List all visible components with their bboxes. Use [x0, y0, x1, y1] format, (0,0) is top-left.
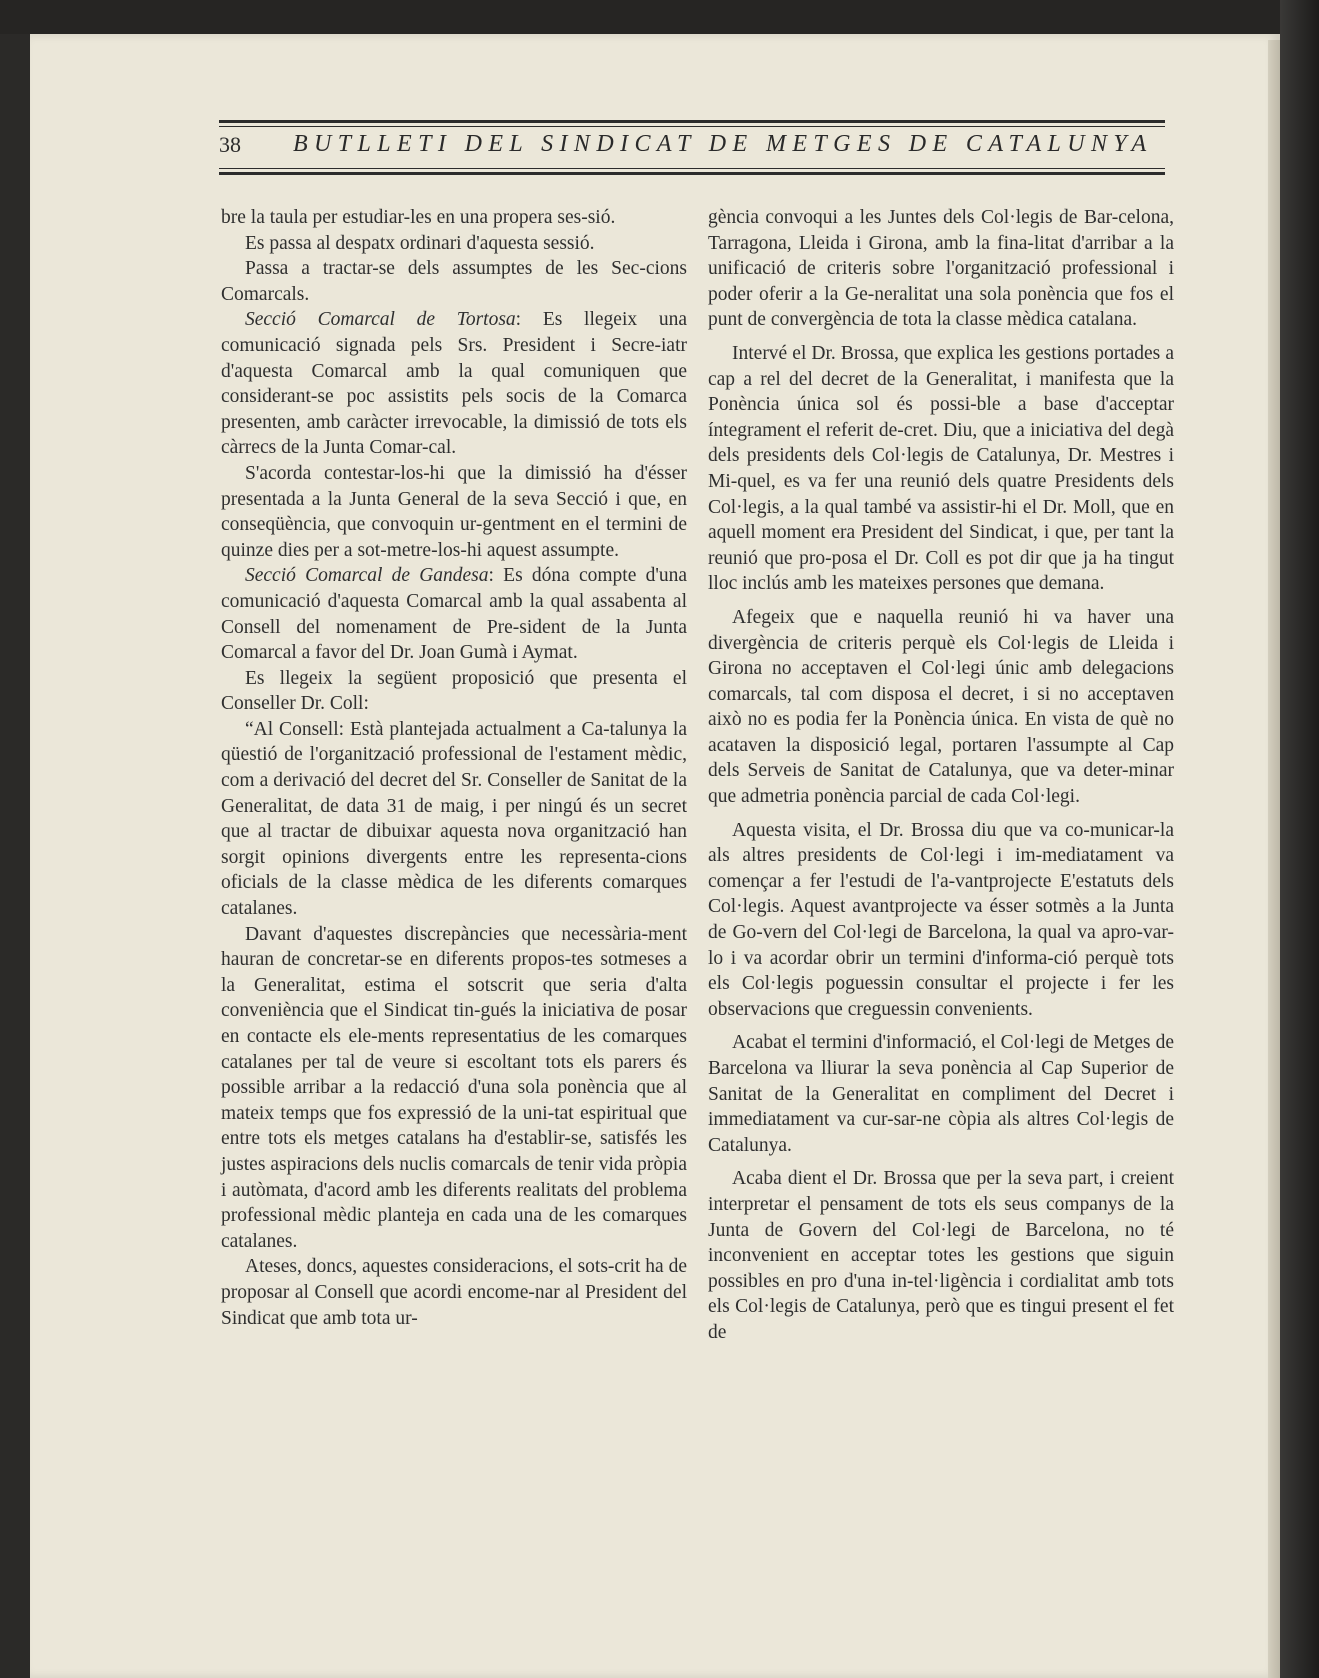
section-title: Secció Comarcal de Gandesa [245, 565, 489, 587]
paragraph: Acabat el termini d'informació, el Col·legi de Metges de Barcelona va lliurar la seva ponència al Cap Superior de Sanitat de la Generalitat en compliment del Decret i immediatament va cur-sar-ne còpia als altres Col·legis de Catalunya. [708, 1032, 1174, 1156]
section-title: Secció Comarcal de Tortosa [245, 309, 516, 331]
paragraph: S'acorda contestar-los-hi que la dimissió ha d'ésser presentada a la Junta General de la seva Secció i que, en conseqüència, que convoquin ur-gentment en el termini de quinze dies per a sot-metre-los-hi aquest assumpte. [221, 462, 687, 561]
left-text-column [221, 205, 687, 1331]
paragraph: bre la taula per estudiar-les en una propera ses-sió. [221, 207, 616, 228]
running-title: BUTLLETI DEL SINDICAT DE METGES DE CATALUNYA [293, 131, 1153, 157]
paragraph: Es passa al despatx ordinari d'aquesta sessió. [245, 232, 595, 254]
header-rule-top-thin [219, 126, 1165, 127]
paragraph: gència convoqui a les Juntes dels Col·legis de Bar-celona, Tarragona, Lleida i Girona, amb la fina-litat d'arribar a la unificació de criteris sobre l'organització professional i poder oferir a la Ge-neralitat una sola ponència que fos el punt de convergència de tota la classe mèdica catalana. [708, 207, 1174, 331]
paragraph: Aquesta visita, el Dr. Brossa diu que va co-municar-la als altres presidents de Col·legi i im-mediatament va començar a fer l'estudi de l'a-vantprojecte E'estatuts dels Col·legis. Aquest avantprojecte va ésser sotmès a la Junta de Go-vern del Col·legi de Barcelona, la qual va apro-var-lo i va acordar obrir un termini d'informa-ció perquè tots els Col·legis poguessin consultar el projecte i fer les observacions que creguessin convenients. [708, 819, 1174, 1020]
paragraph [221, 563, 687, 665]
paragraph: Afegeix que e naquella reunió hi va haver una divergència de criteris perquè els Col·legis de Lleida i Girona no acceptaven el Col·legi únic amb delegacions comarcals, tal com disposa el decret, i si no acceptaven això no es podia fer la Ponència única. En vista de què no acataven la disposició legal, portaren l'assumpte al Cap dels Serveis de Sanitat de Catalunya, que va deter-minar que admetria ponència parcial de cada Col·legi. [708, 606, 1174, 808]
paragraph: Passa a tractar-se dels assumptes de les Sec-cions Comarcals. [221, 258, 687, 305]
paragraph: Intervé el Dr. Brossa, que explica les gestions portades a cap a rel del decret de la Generalitat, i manifesta que la Ponència única sol és possi-ble a base d'acceptar íntegrament el referit de-cret. Diu, que a iniciativa del degà dels presidents dels Col·legis de Catalunya, Dr. Mestres i Mi-quel, es va fer una reunió dels quatre Presidents dels Col·legis, a la qual també va assistir-hi el Dr. Moll, que en aquell moment era President del Sindicat, i que, per tant la reunió que pro-posa el Dr. Coll es pot dir que ja ha tingut lloc inclús amb les mateixes persones que demana. [708, 342, 1174, 595]
paragraph: “Al Consell: Està plantejada actualment a Ca-talunya la qüestió de l'organització professional de l'estament mèdic, com a derivació del decret del Sr. Conseller de Sanitat de la Generalitat, de data 31 de maig, i per ningú és un secret que al tractar de dibuixar aquesta nova organització han sorgit opinions divergents entre les representa-cions oficials de la classe mèdica de les diferents comarques catalanes. [221, 718, 687, 920]
paragraph: Davant d'aquestes discrepàncies que necessària-ment hauran de concretar-se en diferents propos-tes sotmeses a la Generalitat, estima el sotscrit que seria d'alta conveniència que el Sindicat tin-gués la iniciativa de posar en contacte els ele-ments representatius de les comarques catalanes per tal de veure si escoltant tots els parers és possible arribar a la redacció d'una sola ponència que al mateix temps que fos expressió de la uni-tat espiritual que entre tots els metges catalans ha d'establir-se, satisfés les justes aspiracions dels nuclis comarcals de tenir vida pròpia i autòmata, d'acord amb les diferents realitats del problema professional mèdic planteja en cada una de les comarques catalanes. [221, 923, 687, 1252]
paragraph-body: : Es llegeix una comunicació signada pels Srs. President i Secre-iatr d'aquesta Comarcal amb la qual comuniquen que considerant-se poc assistits pels socis de la Comarca presenten, amb caràcter irrevocable, la dimissió de tots els càrrecs de la Junta Comar-cal. [221, 309, 688, 459]
page-header [219, 120, 1165, 176]
page-number: 38 [219, 132, 241, 157]
paragraph: Ateses, doncs, aquestes consideracions, el sots-crit ha de proposar al Consell que acordi encome-nar al President del Sindicat que amb tota ur- [221, 1256, 687, 1329]
paragraph: Acaba dient el Dr. Brossa que per la seva part, i creient interpretar el pensament de tots els seus companys de la Junta de Govern del Col·legi de Barcelona, no té inconvenient en acceptar totes les gestions que siguin possibles en pro d'una in-tel·ligència i cordialitat amb tots els Col·legis de Catalunya, però que es tingui present el fet de [708, 1168, 1174, 1343]
paragraph-body: : Es dóna compte d'una comunicació d'aquesta Comarcal amb la qual assabenta al Consell del nomenament de Pre-sident de la Junta Comarcal a favor del Dr. Joan Gumà i Aymat. [221, 565, 688, 664]
right-text-column [708, 205, 1174, 1346]
header-rule-bottom [219, 172, 1165, 175]
header-rule-top [219, 120, 1165, 123]
header-rule-bottom-thin [219, 168, 1165, 169]
paragraph: Es llegeix la següent proposició que presenta el Conseller Dr. Coll: [221, 667, 687, 715]
scan-background-right [1280, 0, 1319, 1678]
paragraph [221, 307, 687, 461]
scan-background-top [0, 0, 1319, 34]
page-edge [1268, 40, 1280, 1678]
